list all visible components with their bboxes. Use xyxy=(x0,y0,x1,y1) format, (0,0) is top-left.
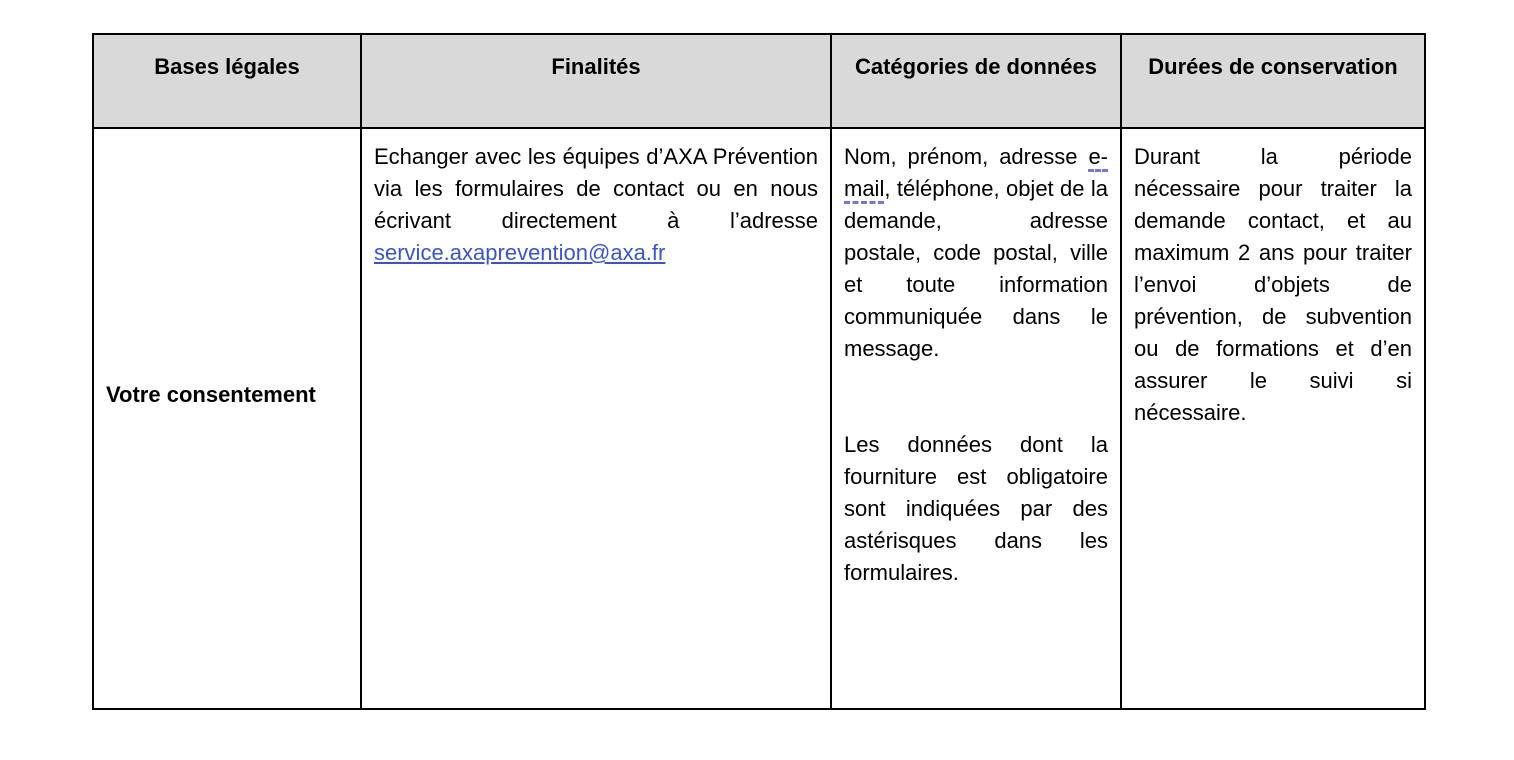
table-header-row xyxy=(93,34,1425,128)
data-categories-text-before: Nom, prénom, adresse xyxy=(844,144,1089,169)
service-email-link[interactable]: service.axaprevention@axa.fr xyxy=(374,240,666,265)
purpose-text: Echanger avec les équipes d’AXA Prévention via les formulaires de contact ou en nous écrivant directement à l’adresse xyxy=(374,144,818,233)
cell-data-categories xyxy=(831,128,1121,709)
retention-paragraph: Durant la période nécessaire pour traiter la demande contact, et au maximum 2 ans pour traiter l’envoi d’objets de prévention, de subvention ou de formations et d’en assurer le suivi si nécessaire. xyxy=(1134,144,1412,425)
header-finalites: Finalités xyxy=(361,34,831,128)
header-durees-conservation: Durées de conservation xyxy=(1121,34,1425,128)
header-categories-donnees: Catégories de données xyxy=(831,34,1121,128)
table-body-row xyxy=(93,128,1425,709)
legal-basis-text: Votre consentement xyxy=(106,381,316,407)
email-word-spellcheck-underline: e-mail xyxy=(844,144,1108,204)
cell-retention xyxy=(1121,128,1425,709)
cell-legal-basis xyxy=(93,128,361,709)
data-categories-paragraph-1 xyxy=(844,141,1108,365)
cell-purpose xyxy=(361,128,831,709)
privacy-legal-bases-table xyxy=(92,33,1426,710)
header-bases-legales: Bases légales xyxy=(93,34,361,128)
data-categories-paragraph-2: Les données dont la fourniture est obligatoire sont indiquées par des astérisques dans les formulaires. xyxy=(844,432,1108,585)
purpose-paragraph xyxy=(374,141,818,269)
data-categories-text-after: , téléphone, objet de la demande, adresse postale, code postal, ville et toute information communiquée dans le message. xyxy=(844,176,1108,361)
